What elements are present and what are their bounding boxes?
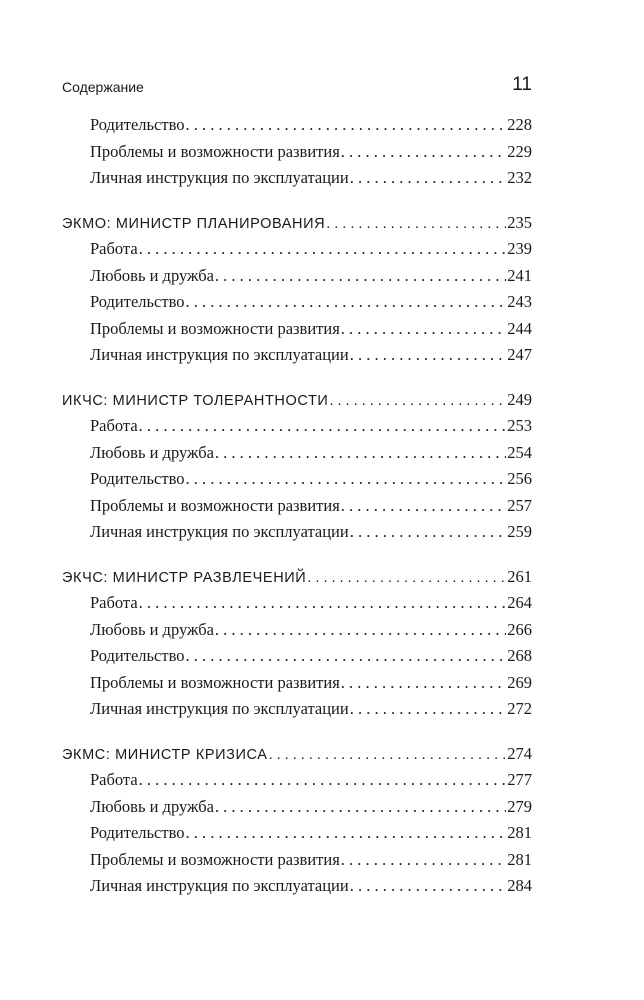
dot-leader	[139, 239, 507, 259]
toc-entry-page: 257	[507, 495, 532, 515]
dot-leader	[341, 142, 506, 162]
toc-entry[interactable]	[62, 522, 532, 549]
page-number: 11	[512, 74, 532, 95]
dot-leader	[269, 747, 507, 763]
toc-entry[interactable]	[62, 797, 532, 824]
toc-entry-page: 232	[507, 168, 532, 187]
dot-leader	[215, 797, 506, 817]
toc-entry[interactable]	[62, 416, 532, 443]
toc-entry-page: 272	[507, 699, 532, 718]
toc-entry-title: Любовь и дружба	[90, 619, 214, 639]
toc-entry[interactable]	[62, 168, 532, 195]
toc-entry-title: Проблемы и возможности развития	[90, 495, 340, 515]
dot-leader	[341, 496, 506, 516]
toc-entry-title: Работа	[90, 416, 138, 435]
dot-leader	[139, 416, 507, 436]
toc-entry-page: 228	[507, 115, 532, 134]
toc-entry-page: 277	[507, 770, 532, 789]
toc-entry-title: Личная инструкция по эксплуатации	[90, 168, 349, 187]
toc-entry-page: 249	[507, 389, 532, 409]
toc-entry-title: Любовь и дружба	[90, 796, 214, 816]
dot-leader	[341, 319, 506, 339]
toc-entry[interactable]	[62, 345, 532, 372]
running-head: Содержание	[62, 79, 144, 95]
toc-entry[interactable]	[62, 469, 532, 496]
toc-entry[interactable]	[62, 699, 532, 726]
page-header	[62, 74, 532, 96]
dot-leader	[215, 266, 506, 286]
toc-entry[interactable]	[62, 319, 532, 346]
toc-entry-page: 241	[507, 265, 532, 285]
dot-leader	[215, 620, 506, 640]
dot-leader	[350, 699, 507, 719]
toc-entry-title: ЭКЧС: МИНИСТР РАЗВЛЕЧЕНИЙ	[62, 569, 307, 586]
toc-entry-title: Любовь и дружба	[90, 442, 214, 462]
toc-entry[interactable]	[62, 593, 532, 620]
toc-entry-title: Работа	[90, 593, 138, 612]
table-of-contents	[62, 115, 532, 921]
toc-entry-title: ЭКМО: МИНИСТР ПЛАНИРОВАНИЯ	[62, 215, 326, 232]
toc-entry-title: ЭКМС: МИНИСТР КРИЗИСА	[62, 746, 268, 763]
toc-entry-page: 243	[507, 292, 532, 311]
toc-chapter[interactable]	[62, 744, 532, 771]
toc-entry-title: Проблемы и возможности развития	[90, 672, 340, 692]
dot-leader	[139, 770, 507, 790]
toc-entry-title: Проблемы и возможности развития	[90, 141, 340, 161]
toc-chapter[interactable]	[62, 213, 532, 240]
dot-leader	[350, 876, 507, 896]
dot-leader	[350, 345, 507, 365]
toc-entry-page: 266	[507, 619, 532, 639]
toc-entry-page: 256	[507, 469, 532, 488]
toc-entry-title: Родительство	[90, 469, 185, 488]
dot-leader	[186, 823, 507, 843]
toc-entry-title: Личная инструкция по эксплуатации	[90, 522, 349, 541]
toc-entry[interactable]	[62, 620, 532, 647]
dot-leader	[329, 393, 506, 409]
toc-entry-page: 281	[507, 823, 532, 842]
toc-chapter[interactable]	[62, 390, 532, 417]
toc-entry[interactable]	[62, 646, 532, 673]
dot-leader	[186, 469, 507, 489]
toc-chapter[interactable]	[62, 567, 532, 594]
toc-entry-title: Родительство	[90, 115, 185, 134]
toc-entry[interactable]	[62, 850, 532, 877]
toc-entry[interactable]	[62, 496, 532, 523]
toc-entry-page: 239	[507, 239, 532, 258]
toc-entry[interactable]	[62, 142, 532, 169]
toc-entry-title: Работа	[90, 770, 138, 789]
toc-entry-page: 235	[507, 212, 532, 232]
toc-entry[interactable]	[62, 823, 532, 850]
toc-entry-page: 274	[507, 743, 532, 763]
dot-leader	[341, 850, 506, 870]
toc-entry-page: 244	[507, 318, 532, 338]
toc-entry-title: Родительство	[90, 646, 185, 665]
toc-entry-page: 284	[507, 876, 532, 895]
toc-entry[interactable]	[62, 115, 532, 142]
toc-entry-page: 229	[507, 141, 532, 161]
toc-section	[62, 744, 532, 903]
toc-entry-title: ИКЧС: МИНИСТР ТОЛЕРАНТНОСТИ	[62, 392, 329, 409]
dot-leader	[307, 570, 506, 586]
dot-leader	[186, 646, 507, 666]
toc-entry-page: 279	[507, 796, 532, 816]
toc-section	[62, 213, 532, 372]
toc-entry-page: 253	[507, 416, 532, 435]
toc-entry[interactable]	[62, 239, 532, 266]
dot-leader	[350, 168, 507, 188]
dot-leader	[186, 115, 507, 135]
toc-entry-title: Любовь и дружба	[90, 265, 214, 285]
dot-leader	[186, 292, 507, 312]
toc-entry[interactable]	[62, 673, 532, 700]
toc-entry-page: 259	[507, 522, 532, 541]
dot-leader	[341, 673, 506, 693]
toc-section	[62, 390, 532, 549]
toc-entry-title: Личная инструкция по эксплуатации	[90, 699, 349, 718]
toc-entry-page: 261	[507, 566, 532, 586]
toc-entry-title: Личная инструкция по эксплуатации	[90, 345, 349, 364]
dot-leader	[326, 216, 506, 232]
toc-entry-page: 264	[507, 593, 532, 612]
toc-entry-page: 247	[507, 345, 532, 364]
dot-leader	[215, 443, 506, 463]
toc-entry-title: Родительство	[90, 292, 185, 311]
toc-entry[interactable]	[62, 876, 532, 903]
toc-entry-title: Личная инструкция по эксплуатации	[90, 876, 349, 895]
toc-entry-title: Работа	[90, 239, 138, 258]
dot-leader	[139, 593, 507, 613]
toc-entry-page: 281	[507, 849, 532, 869]
toc-entry[interactable]	[62, 266, 532, 293]
toc-entry-page: 254	[507, 442, 532, 462]
toc-entry[interactable]	[62, 292, 532, 319]
toc-entry-title: Проблемы и возможности развития	[90, 318, 340, 338]
toc-section	[62, 115, 532, 195]
toc-entry[interactable]	[62, 443, 532, 470]
toc-entry-title: Проблемы и возможности развития	[90, 849, 340, 869]
toc-entry-page: 269	[507, 672, 532, 692]
toc-entry-page: 268	[507, 646, 532, 665]
toc-entry[interactable]	[62, 770, 532, 797]
toc-entry-title: Родительство	[90, 823, 185, 842]
dot-leader	[350, 522, 507, 542]
toc-section	[62, 567, 532, 726]
